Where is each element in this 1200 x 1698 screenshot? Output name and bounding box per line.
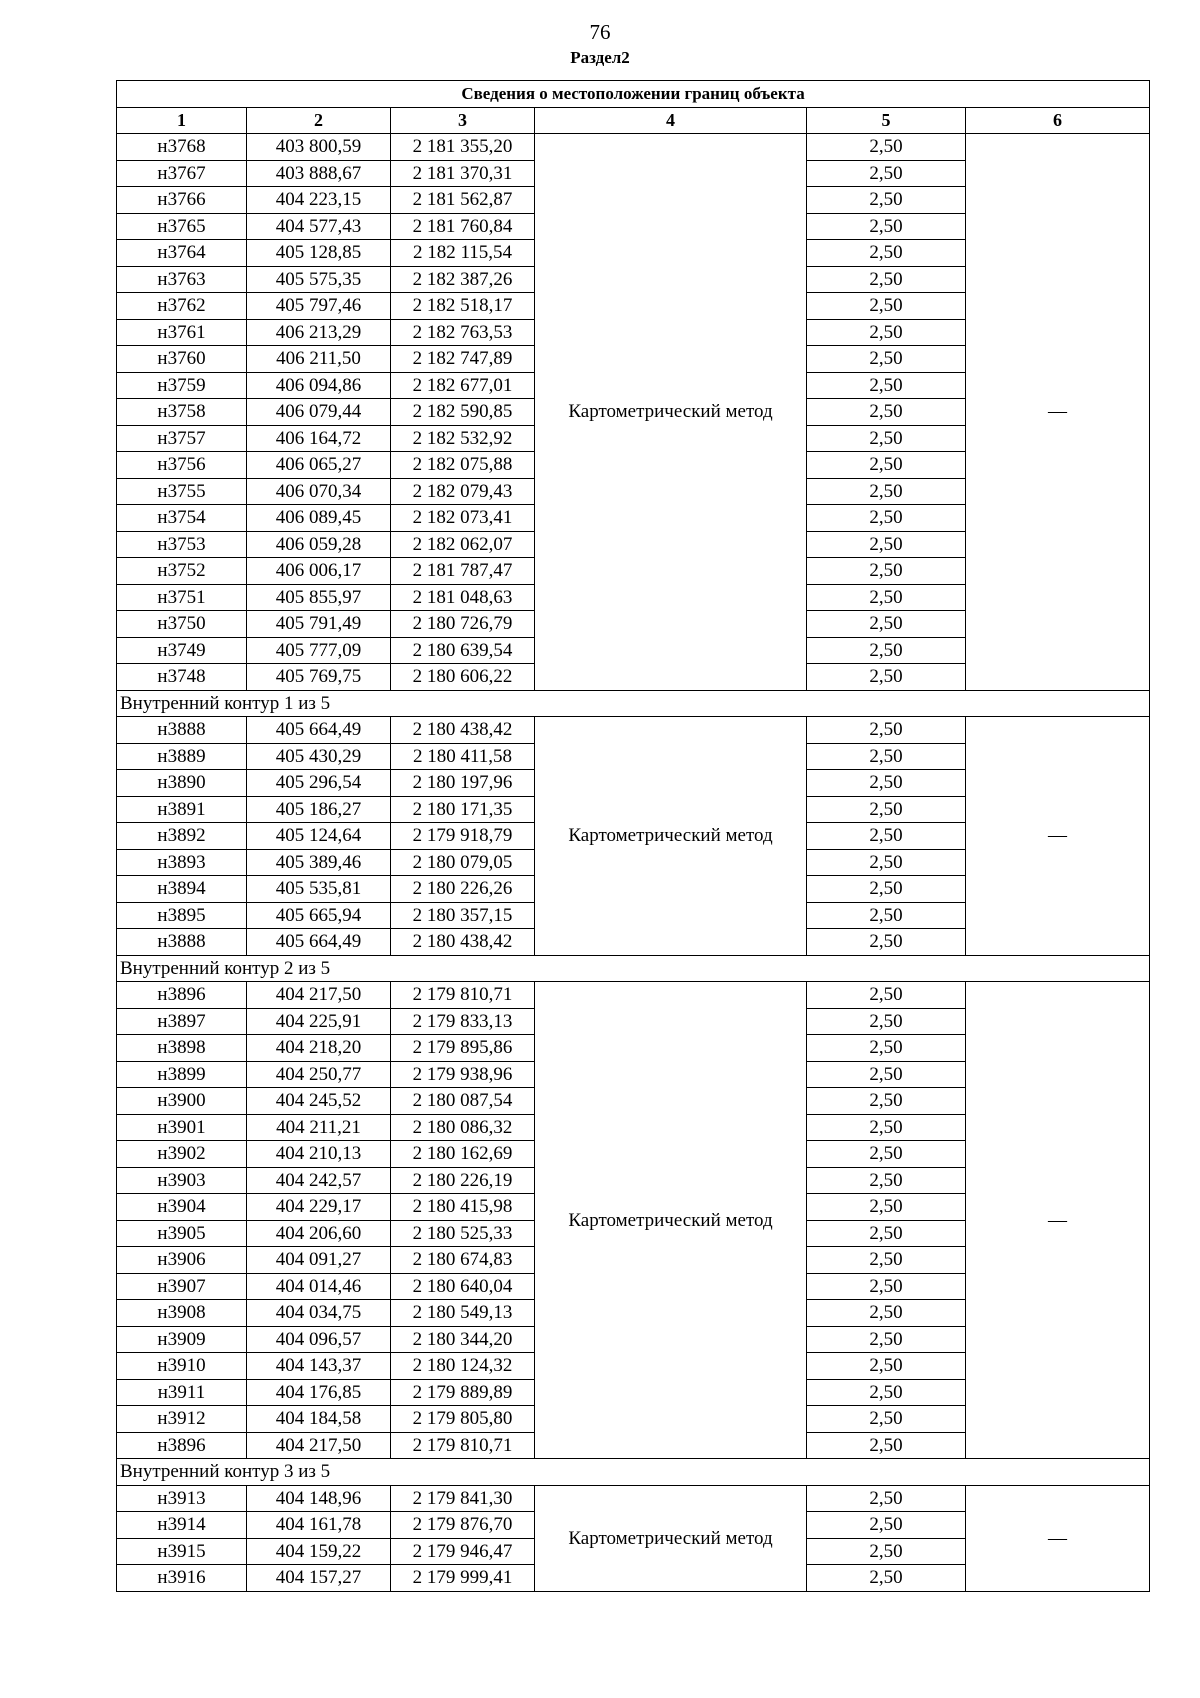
boundary-coordinates-table (116, 80, 1150, 1592)
point-name-cell: н3911 (117, 1379, 247, 1406)
point-name-cell: н3907 (117, 1273, 247, 1300)
point-name-cell: н3768 (117, 134, 247, 161)
point-name-cell: н3900 (117, 1088, 247, 1115)
point-name-cell: н3892 (117, 823, 247, 850)
y-coordinate-cell: 2 181 048,63 (391, 584, 535, 611)
y-coordinate-cell: 2 180 357,15 (391, 902, 535, 929)
accuracy-cell: 2,50 (807, 452, 966, 479)
point-name-cell: н3896 (117, 982, 247, 1009)
column-header-6: 6 (966, 107, 1150, 134)
accuracy-cell: 2,50 (807, 478, 966, 505)
accuracy-cell: 2,50 (807, 266, 966, 293)
y-coordinate-cell: 2 180 124,32 (391, 1353, 535, 1380)
table-row (117, 1485, 1150, 1512)
point-name-cell: н3764 (117, 240, 247, 267)
y-coordinate-cell: 2 179 810,71 (391, 982, 535, 1009)
x-coordinate-cell: 405 430,29 (247, 743, 391, 770)
point-name-cell: н3904 (117, 1194, 247, 1221)
point-name-cell: н3767 (117, 160, 247, 187)
method-cell: Картометрический метод (535, 717, 807, 956)
x-coordinate-cell: 404 223,15 (247, 187, 391, 214)
accuracy-cell: 2,50 (807, 293, 966, 320)
accuracy-cell: 2,50 (807, 849, 966, 876)
column-header-4: 4 (535, 107, 807, 134)
point-name-cell: н3749 (117, 637, 247, 664)
contour-label: Внутренний контур 3 из 5 (117, 1459, 1150, 1486)
y-coordinate-cell: 2 181 370,31 (391, 160, 535, 187)
column-6-cell: — (966, 1485, 1150, 1591)
point-name-cell: н3752 (117, 558, 247, 585)
x-coordinate-cell: 405 769,75 (247, 664, 391, 691)
x-coordinate-cell: 403 800,59 (247, 134, 391, 161)
column-header-2: 2 (247, 107, 391, 134)
x-coordinate-cell: 405 791,49 (247, 611, 391, 638)
x-coordinate-cell: 404 206,60 (247, 1220, 391, 1247)
y-coordinate-cell: 2 182 763,53 (391, 319, 535, 346)
point-name-cell: н3758 (117, 399, 247, 426)
accuracy-cell: 2,50 (807, 1220, 966, 1247)
contour-label-row (117, 955, 1150, 982)
point-name-cell: н3753 (117, 531, 247, 558)
y-coordinate-cell: 2 179 895,86 (391, 1035, 535, 1062)
accuracy-cell: 2,50 (807, 213, 966, 240)
point-name-cell: н3888 (117, 717, 247, 744)
accuracy-cell: 2,50 (807, 372, 966, 399)
x-coordinate-cell: 406 164,72 (247, 425, 391, 452)
accuracy-cell: 2,50 (807, 531, 966, 558)
x-coordinate-cell: 406 089,45 (247, 505, 391, 532)
x-coordinate-cell: 404 143,37 (247, 1353, 391, 1380)
x-coordinate-cell: 404 034,75 (247, 1300, 391, 1327)
x-coordinate-cell: 406 213,29 (247, 319, 391, 346)
contour-label: Внутренний контур 2 из 5 (117, 955, 1150, 982)
point-name-cell: н3915 (117, 1538, 247, 1565)
x-coordinate-cell: 406 094,86 (247, 372, 391, 399)
y-coordinate-cell: 2 180 525,33 (391, 1220, 535, 1247)
accuracy-cell: 2,50 (807, 187, 966, 214)
contour-label: Внутренний контур 1 из 5 (117, 690, 1150, 717)
column-6-cell: — (966, 134, 1150, 691)
x-coordinate-cell: 405 186,27 (247, 796, 391, 823)
x-coordinate-cell: 405 389,46 (247, 849, 391, 876)
point-name-cell: н3766 (117, 187, 247, 214)
accuracy-cell: 2,50 (807, 664, 966, 691)
y-coordinate-cell: 2 180 726,79 (391, 611, 535, 638)
y-coordinate-cell: 2 181 562,87 (391, 187, 535, 214)
y-coordinate-cell: 2 182 073,41 (391, 505, 535, 532)
y-coordinate-cell: 2 182 387,26 (391, 266, 535, 293)
accuracy-cell: 2,50 (807, 743, 966, 770)
y-coordinate-cell: 2 179 805,80 (391, 1406, 535, 1433)
point-name-cell: н3889 (117, 743, 247, 770)
accuracy-cell: 2,50 (807, 1353, 966, 1380)
column-header-5: 5 (807, 107, 966, 134)
x-coordinate-cell: 404 210,13 (247, 1141, 391, 1168)
y-coordinate-cell: 2 180 606,22 (391, 664, 535, 691)
y-coordinate-cell: 2 182 532,92 (391, 425, 535, 452)
accuracy-cell: 2,50 (807, 240, 966, 267)
x-coordinate-cell: 404 225,91 (247, 1008, 391, 1035)
y-coordinate-cell: 2 179 841,30 (391, 1485, 535, 1512)
accuracy-cell: 2,50 (807, 982, 966, 1009)
y-coordinate-cell: 2 180 640,04 (391, 1273, 535, 1300)
table-body (117, 81, 1150, 1592)
point-name-cell: н3897 (117, 1008, 247, 1035)
point-name-cell: н3760 (117, 346, 247, 373)
y-coordinate-cell: 2 180 438,42 (391, 717, 535, 744)
point-name-cell: н3890 (117, 770, 247, 797)
x-coordinate-cell: 405 664,49 (247, 929, 391, 956)
accuracy-cell: 2,50 (807, 1035, 966, 1062)
accuracy-cell: 2,50 (807, 1379, 966, 1406)
accuracy-cell: 2,50 (807, 902, 966, 929)
x-coordinate-cell: 405 296,54 (247, 770, 391, 797)
x-coordinate-cell: 406 079,44 (247, 399, 391, 426)
x-coordinate-cell: 405 797,46 (247, 293, 391, 320)
point-name-cell: н3748 (117, 664, 247, 691)
x-coordinate-cell: 404 091,27 (247, 1247, 391, 1274)
point-name-cell: н3765 (117, 213, 247, 240)
point-name-cell: н3894 (117, 876, 247, 903)
y-coordinate-cell: 2 180 415,98 (391, 1194, 535, 1221)
point-name-cell: н3901 (117, 1114, 247, 1141)
y-coordinate-cell: 2 182 747,89 (391, 346, 535, 373)
x-coordinate-cell: 404 217,50 (247, 982, 391, 1009)
y-coordinate-cell: 2 179 946,47 (391, 1538, 535, 1565)
point-name-cell: н3756 (117, 452, 247, 479)
x-coordinate-cell: 404 161,78 (247, 1512, 391, 1539)
x-coordinate-cell: 404 184,58 (247, 1406, 391, 1433)
point-name-cell: н3898 (117, 1035, 247, 1062)
x-coordinate-cell: 405 855,97 (247, 584, 391, 611)
point-name-cell: н3899 (117, 1061, 247, 1088)
section-title: Раздел2 (570, 48, 630, 67)
point-name-cell: н3909 (117, 1326, 247, 1353)
point-name-cell: н3914 (117, 1512, 247, 1539)
point-name-cell: н3906 (117, 1247, 247, 1274)
method-cell: Картометрический метод (535, 982, 807, 1459)
accuracy-cell: 2,50 (807, 1114, 966, 1141)
y-coordinate-cell: 2 181 355,20 (391, 134, 535, 161)
x-coordinate-cell: 406 211,50 (247, 346, 391, 373)
accuracy-cell: 2,50 (807, 1300, 966, 1327)
accuracy-cell: 2,50 (807, 1432, 966, 1459)
point-name-cell: н3913 (117, 1485, 247, 1512)
column-6-cell: — (966, 717, 1150, 956)
accuracy-cell: 2,50 (807, 1406, 966, 1433)
point-name-cell: н3759 (117, 372, 247, 399)
x-coordinate-cell: 404 159,22 (247, 1538, 391, 1565)
table-row (117, 717, 1150, 744)
accuracy-cell: 2,50 (807, 160, 966, 187)
x-coordinate-cell: 404 148,96 (247, 1485, 391, 1512)
point-name-cell: н3763 (117, 266, 247, 293)
accuracy-cell: 2,50 (807, 611, 966, 638)
y-coordinate-cell: 2 179 876,70 (391, 1512, 535, 1539)
y-coordinate-cell: 2 180 549,13 (391, 1300, 535, 1327)
point-name-cell: н3912 (117, 1406, 247, 1433)
y-coordinate-cell: 2 180 411,58 (391, 743, 535, 770)
accuracy-cell: 2,50 (807, 717, 966, 744)
accuracy-cell: 2,50 (807, 770, 966, 797)
accuracy-cell: 2,50 (807, 1167, 966, 1194)
table-row (117, 134, 1150, 161)
accuracy-cell: 2,50 (807, 346, 966, 373)
x-coordinate-cell: 404 014,46 (247, 1273, 391, 1300)
x-coordinate-cell: 406 070,34 (247, 478, 391, 505)
x-coordinate-cell: 405 777,09 (247, 637, 391, 664)
point-name-cell: н3895 (117, 902, 247, 929)
accuracy-cell: 2,50 (807, 558, 966, 585)
table-row (117, 982, 1150, 1009)
y-coordinate-cell: 2 179 889,89 (391, 1379, 535, 1406)
point-name-cell: н3908 (117, 1300, 247, 1327)
x-coordinate-cell: 406 059,28 (247, 531, 391, 558)
point-name-cell: н3902 (117, 1141, 247, 1168)
x-coordinate-cell: 405 124,64 (247, 823, 391, 850)
accuracy-cell: 2,50 (807, 584, 966, 611)
x-coordinate-cell: 406 006,17 (247, 558, 391, 585)
y-coordinate-cell: 2 180 674,83 (391, 1247, 535, 1274)
y-coordinate-cell: 2 180 226,26 (391, 876, 535, 903)
accuracy-cell: 2,50 (807, 1565, 966, 1592)
point-name-cell: н3754 (117, 505, 247, 532)
method-cell: Картометрический метод (535, 134, 807, 691)
y-coordinate-cell: 2 182 677,01 (391, 372, 535, 399)
y-coordinate-cell: 2 179 938,96 (391, 1061, 535, 1088)
y-coordinate-cell: 2 182 075,88 (391, 452, 535, 479)
point-name-cell: н3910 (117, 1353, 247, 1380)
x-coordinate-cell: 404 229,17 (247, 1194, 391, 1221)
point-name-cell: н3893 (117, 849, 247, 876)
point-name-cell: н3761 (117, 319, 247, 346)
accuracy-cell: 2,50 (807, 1247, 966, 1274)
point-name-cell: н3896 (117, 1432, 247, 1459)
point-name-cell: н3916 (117, 1565, 247, 1592)
method-cell: Картометрический метод (535, 1485, 807, 1591)
accuracy-cell: 2,50 (807, 1326, 966, 1353)
y-coordinate-cell: 2 180 079,05 (391, 849, 535, 876)
y-coordinate-cell: 2 180 171,35 (391, 796, 535, 823)
accuracy-cell: 2,50 (807, 505, 966, 532)
accuracy-cell: 2,50 (807, 1141, 966, 1168)
page-number: 76 (589, 20, 611, 44)
contour-label-row (117, 1459, 1150, 1486)
x-coordinate-cell: 403 888,67 (247, 160, 391, 187)
accuracy-cell: 2,50 (807, 1088, 966, 1115)
point-name-cell: н3750 (117, 611, 247, 638)
point-name-cell: н3891 (117, 796, 247, 823)
table-caption-row (117, 81, 1150, 108)
accuracy-cell: 2,50 (807, 1061, 966, 1088)
y-coordinate-cell: 2 180 438,42 (391, 929, 535, 956)
accuracy-cell: 2,50 (807, 425, 966, 452)
column-header-1: 1 (117, 107, 247, 134)
y-coordinate-cell: 2 179 833,13 (391, 1008, 535, 1035)
x-coordinate-cell: 405 128,85 (247, 240, 391, 267)
accuracy-cell: 2,50 (807, 1008, 966, 1035)
y-coordinate-cell: 2 182 590,85 (391, 399, 535, 426)
table-caption: Сведения о местоположении границ объекта (117, 81, 1150, 108)
accuracy-cell: 2,50 (807, 876, 966, 903)
accuracy-cell: 2,50 (807, 319, 966, 346)
table-header-row (117, 107, 1150, 134)
accuracy-cell: 2,50 (807, 1273, 966, 1300)
x-coordinate-cell: 404 577,43 (247, 213, 391, 240)
point-name-cell: н3888 (117, 929, 247, 956)
y-coordinate-cell: 2 180 639,54 (391, 637, 535, 664)
y-coordinate-cell: 2 182 062,07 (391, 531, 535, 558)
column-header-3: 3 (391, 107, 535, 134)
accuracy-cell: 2,50 (807, 1538, 966, 1565)
point-name-cell: н3762 (117, 293, 247, 320)
x-coordinate-cell: 404 096,57 (247, 1326, 391, 1353)
x-coordinate-cell: 404 250,77 (247, 1061, 391, 1088)
accuracy-cell: 2,50 (807, 823, 966, 850)
point-name-cell: н3755 (117, 478, 247, 505)
y-coordinate-cell: 2 180 086,32 (391, 1114, 535, 1141)
y-coordinate-cell: 2 182 079,43 (391, 478, 535, 505)
accuracy-cell: 2,50 (807, 637, 966, 664)
accuracy-cell: 2,50 (807, 134, 966, 161)
accuracy-cell: 2,50 (807, 796, 966, 823)
y-coordinate-cell: 2 180 344,20 (391, 1326, 535, 1353)
y-coordinate-cell: 2 181 760,84 (391, 213, 535, 240)
accuracy-cell: 2,50 (807, 929, 966, 956)
y-coordinate-cell: 2 179 918,79 (391, 823, 535, 850)
x-coordinate-cell: 404 242,57 (247, 1167, 391, 1194)
point-name-cell: н3757 (117, 425, 247, 452)
x-coordinate-cell: 404 211,21 (247, 1114, 391, 1141)
y-coordinate-cell: 2 182 518,17 (391, 293, 535, 320)
column-6-cell: — (966, 982, 1150, 1459)
point-name-cell: н3751 (117, 584, 247, 611)
x-coordinate-cell: 406 065,27 (247, 452, 391, 479)
y-coordinate-cell: 2 180 226,19 (391, 1167, 535, 1194)
y-coordinate-cell: 2 179 999,41 (391, 1565, 535, 1592)
x-coordinate-cell: 405 575,35 (247, 266, 391, 293)
accuracy-cell: 2,50 (807, 1194, 966, 1221)
x-coordinate-cell: 404 176,85 (247, 1379, 391, 1406)
x-coordinate-cell: 404 157,27 (247, 1565, 391, 1592)
y-coordinate-cell: 2 180 197,96 (391, 770, 535, 797)
x-coordinate-cell: 404 218,20 (247, 1035, 391, 1062)
x-coordinate-cell: 405 664,49 (247, 717, 391, 744)
y-coordinate-cell: 2 179 810,71 (391, 1432, 535, 1459)
y-coordinate-cell: 2 182 115,54 (391, 240, 535, 267)
y-coordinate-cell: 2 180 162,69 (391, 1141, 535, 1168)
x-coordinate-cell: 404 245,52 (247, 1088, 391, 1115)
point-name-cell: н3905 (117, 1220, 247, 1247)
y-coordinate-cell: 2 181 787,47 (391, 558, 535, 585)
accuracy-cell: 2,50 (807, 1512, 966, 1539)
x-coordinate-cell: 404 217,50 (247, 1432, 391, 1459)
x-coordinate-cell: 405 665,94 (247, 902, 391, 929)
point-name-cell: н3903 (117, 1167, 247, 1194)
x-coordinate-cell: 405 535,81 (247, 876, 391, 903)
accuracy-cell: 2,50 (807, 399, 966, 426)
y-coordinate-cell: 2 180 087,54 (391, 1088, 535, 1115)
accuracy-cell: 2,50 (807, 1485, 966, 1512)
contour-label-row (117, 690, 1150, 717)
